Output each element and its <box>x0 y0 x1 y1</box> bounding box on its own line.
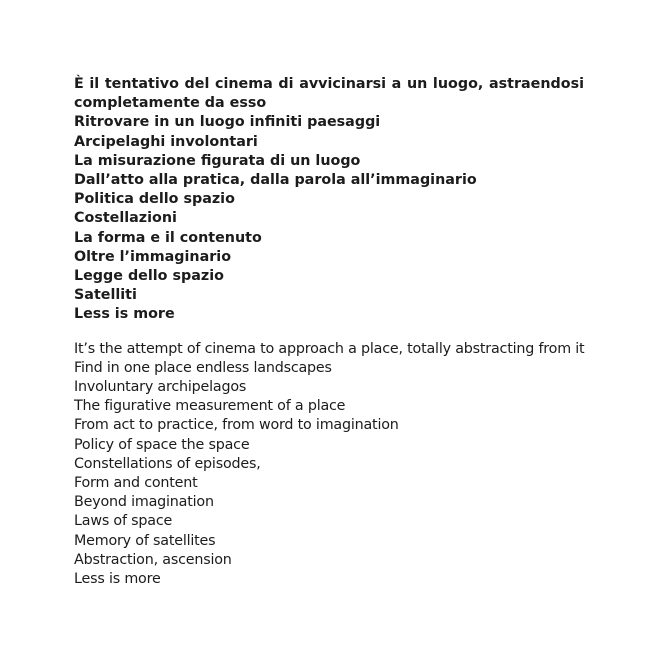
italian-line-6: Dall’atto alla pratica, dalla parola all’immaginario <box>74 172 477 189</box>
italian-line-11: Legge dello spazio <box>74 268 224 285</box>
italian-line-7: Politica dello spazio <box>74 191 235 208</box>
english-line-7: Constellations of episodes, <box>74 455 261 472</box>
english-line-11: Memory of satellites <box>74 532 216 549</box>
english-line-13: Less is more <box>74 571 161 588</box>
english-text-block <box>74 340 584 590</box>
italian-line-10: Oltre l’immaginario <box>74 248 232 265</box>
italian-line-9: La forma e il contenuto <box>74 229 262 246</box>
italian-line-5: La misurazione figurata di un luogo <box>74 152 361 169</box>
english-line-4: The figurative measurement of a place <box>74 398 346 415</box>
italian-line-2: completamente da esso <box>74 95 267 112</box>
italian-line-8: Costellazioni <box>74 210 177 227</box>
english-line-10: Laws of space <box>74 513 173 530</box>
english-line-6: Policy of space the space <box>74 436 250 453</box>
english-line-8: Form and content <box>74 475 198 492</box>
english-line-9: Beyond imagination <box>74 494 214 511</box>
english-line-1: It’s the attempt of cinema to approach a place, totally abstracting from it <box>74 340 585 357</box>
italian-line-13: Less is more <box>74 306 175 323</box>
english-line-2: Find in one place endless landscapes <box>74 359 332 376</box>
english-line-5: From act to practice, from word to imagination <box>74 417 399 434</box>
english-line-3: Involuntary archipelagos <box>74 379 247 396</box>
italian-text-block <box>74 75 584 325</box>
italian-line-12: Satelliti <box>74 287 137 304</box>
text-page <box>74 75 584 589</box>
section-spacer <box>74 325 584 340</box>
italian-line-3: Ritrovare in un luogo infiniti paesaggi <box>74 114 381 131</box>
italian-line-4: Arcipelaghi involontari <box>74 133 258 150</box>
english-line-12: Abstraction, ascension <box>74 551 232 568</box>
italian-line-1: È il tentativo del cinema di avvicinarsi a un luogo, astraendosi <box>74 76 584 92</box>
